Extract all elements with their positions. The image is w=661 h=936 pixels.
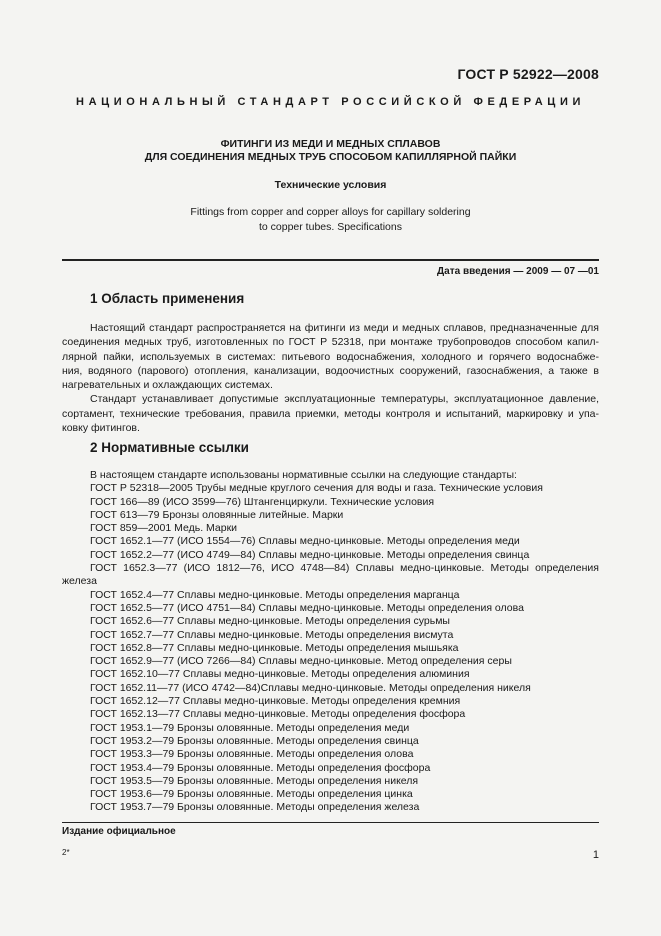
reference-item: ГОСТ 1652.13—77 Сплавы медно-цинковые. Методы определения фосфора — [90, 708, 466, 721]
paragraph-line: Настоящий стандарт распространяется на фитинги из меди и медных сплавов, предназначенные для — [90, 322, 599, 334]
introduction-date: Дата введения — 2009 — 07 —01 — [437, 266, 599, 277]
reference-item: ГОСТ 1652.2—77 (ИСО 4749—84) Сплавы медно-цинковые. Методы определения свинца — [90, 548, 530, 561]
section-heading-references: 2 Нормативные ссылки — [90, 440, 249, 455]
reference-item: ГОСТ 1953.2—79 Бронзы оловянные. Методы определения свинца — [90, 734, 419, 747]
reference-item: ГОСТ 1953.7—79 Бронзы оловянные. Методы определения железа — [90, 801, 420, 814]
reference-item: ГОСТ 1652.9—77 (ИСО 7266—84) Сплавы медно-цинковые. Метод определения серы — [90, 655, 512, 668]
title-en-line: to copper tubes. Specifications — [258, 221, 402, 233]
sheet-mark: 2* — [62, 848, 70, 857]
scope-paragraph — [62, 321, 599, 435]
document-title-ru — [0, 138, 661, 164]
title-ru-line: ФИТИНГИ ИЗ МЕДИ И МЕДНЫХ СПЛАВОВ — [220, 138, 441, 150]
reference-item: ГОСТ 166—89 (ИСО 3599—76) Штангенциркули. Технические условия — [90, 495, 435, 508]
paragraph-line: соединения медных труб, изготовленных по ГОСТ Р 52318, при монтаже трубопроводов способом капил- — [62, 336, 599, 349]
reference-item: ГОСТ 1953.1—79 Бронзы оловянные. Методы определения меди — [90, 721, 410, 734]
reference-item: ГОСТ 1652.1—77 (ИСО 1554—76) Сплавы медно-цинковые. Методы определения меди — [90, 535, 520, 548]
reference-item: ГОСТ 1953.5—79 Бронзы оловянные. Методы определения никеля — [90, 774, 419, 787]
title-en-line: Fittings from copper and copper alloys for capillary soldering — [190, 206, 471, 218]
page-number: 1 — [592, 849, 599, 861]
standard-banner: НАЦИОНАЛЬНЫЙ СТАНДАРТ РОССИЙСКОЙ ФЕДЕРАЦИИ — [76, 96, 585, 108]
reference-item: ГОСТ 1652.6—77 Сплавы медно-цинковые. Методы определения сурьмы — [90, 615, 450, 628]
reference-item: ГОСТ 1652.10—77 Сплавы медно-цинковые. Методы определения алюминия — [90, 668, 470, 681]
paragraph-line: Стандарт устанавливает допустимые эксплуатационные температуры, эксплуатационное давление, — [90, 393, 599, 406]
section-heading-scope: 1 Область применения — [90, 291, 245, 306]
reference-item: ГОСТ 1953.3—79 Бронзы оловянные. Методы определения олова — [90, 748, 414, 761]
reference-item: ГОСТ 1953.6—79 Бронзы оловянные. Методы определения цинка — [90, 788, 413, 801]
paragraph-line: лярной пайки, используемых в системах: питьевого водоснабжения, холодного и горячего водоснабже- — [62, 350, 599, 363]
reference-item: ГОСТ 1953.4—79 Бронзы оловянные. Методы определения фосфора — [90, 761, 431, 774]
reference-item: ГОСТ 1652.8—77 Сплавы медно-цинковые. Методы определения мышьяка — [90, 641, 459, 654]
paragraph-line: нагревательных и охлаждающих системах. — [62, 379, 273, 392]
reference-intro: В настоящем стандарте использованы нормативные ссылки на следующие стандарты: — [90, 469, 517, 481]
document-subtitle: Технические условия — [274, 179, 387, 191]
reference-item: ГОСТ 1652.4—77 Сплавы медно-цинковые. Методы определения марганца — [90, 588, 460, 601]
reference-item-continuation: железа — [62, 575, 97, 588]
document-code: ГОСТ Р 52922—2008 — [457, 66, 599, 82]
header-divider — [62, 259, 599, 261]
title-ru-line: ДЛЯ СОЕДИНЕНИЯ МЕДНЫХ ТРУБ СПОСОБОМ КАПИЛЛЯРНОЙ ПАЙКИ — [144, 151, 517, 163]
reference-item: ГОСТ 1652.3—77 (ИСО 1812—76, ИСО 4748—84) Сплавы медно-цинковые. Методы определения — [90, 562, 599, 575]
references-list — [62, 469, 599, 815]
reference-item: ГОСТ 1652.11—77 (ИСО 4742—84)Сплавы медно-цинковые. Методы определения никеля — [90, 681, 531, 694]
paragraph-line: сортамент, технические требования, правила приемки, методы контроля и испытаний, маркировку и упа- — [62, 407, 599, 420]
paragraph-line: ковку фитингов. — [62, 422, 140, 435]
reference-item: ГОСТ 1652.12—77 Сплавы медно-цинковые. Методы определения кремния — [90, 695, 461, 708]
footer-divider — [62, 822, 599, 823]
edition-label: Издание официальное — [62, 826, 176, 837]
reference-item: ГОСТ 1652.5—77 (ИСО 4751—84) Сплавы медно-цинковые. Методы определения олова — [90, 601, 524, 614]
paragraph-line: ния, водяного (парового) отопления, канализации, водоочистных сооружений, газоснабжения, а также в — [62, 364, 599, 377]
reference-item: ГОСТ Р 52318—2005 Трубы медные круглого сечения для воды и газа. Технические условия — [90, 482, 543, 495]
reference-item: ГОСТ 613—79 Бронзы оловянные литейные. Марки — [90, 508, 344, 521]
document-title-en — [0, 205, 661, 235]
reference-item: ГОСТ 1652.7—77 Сплавы медно-цинковые. Методы определения висмута — [90, 628, 454, 641]
reference-item: ГОСТ 859—2001 Медь. Марки — [90, 522, 238, 535]
